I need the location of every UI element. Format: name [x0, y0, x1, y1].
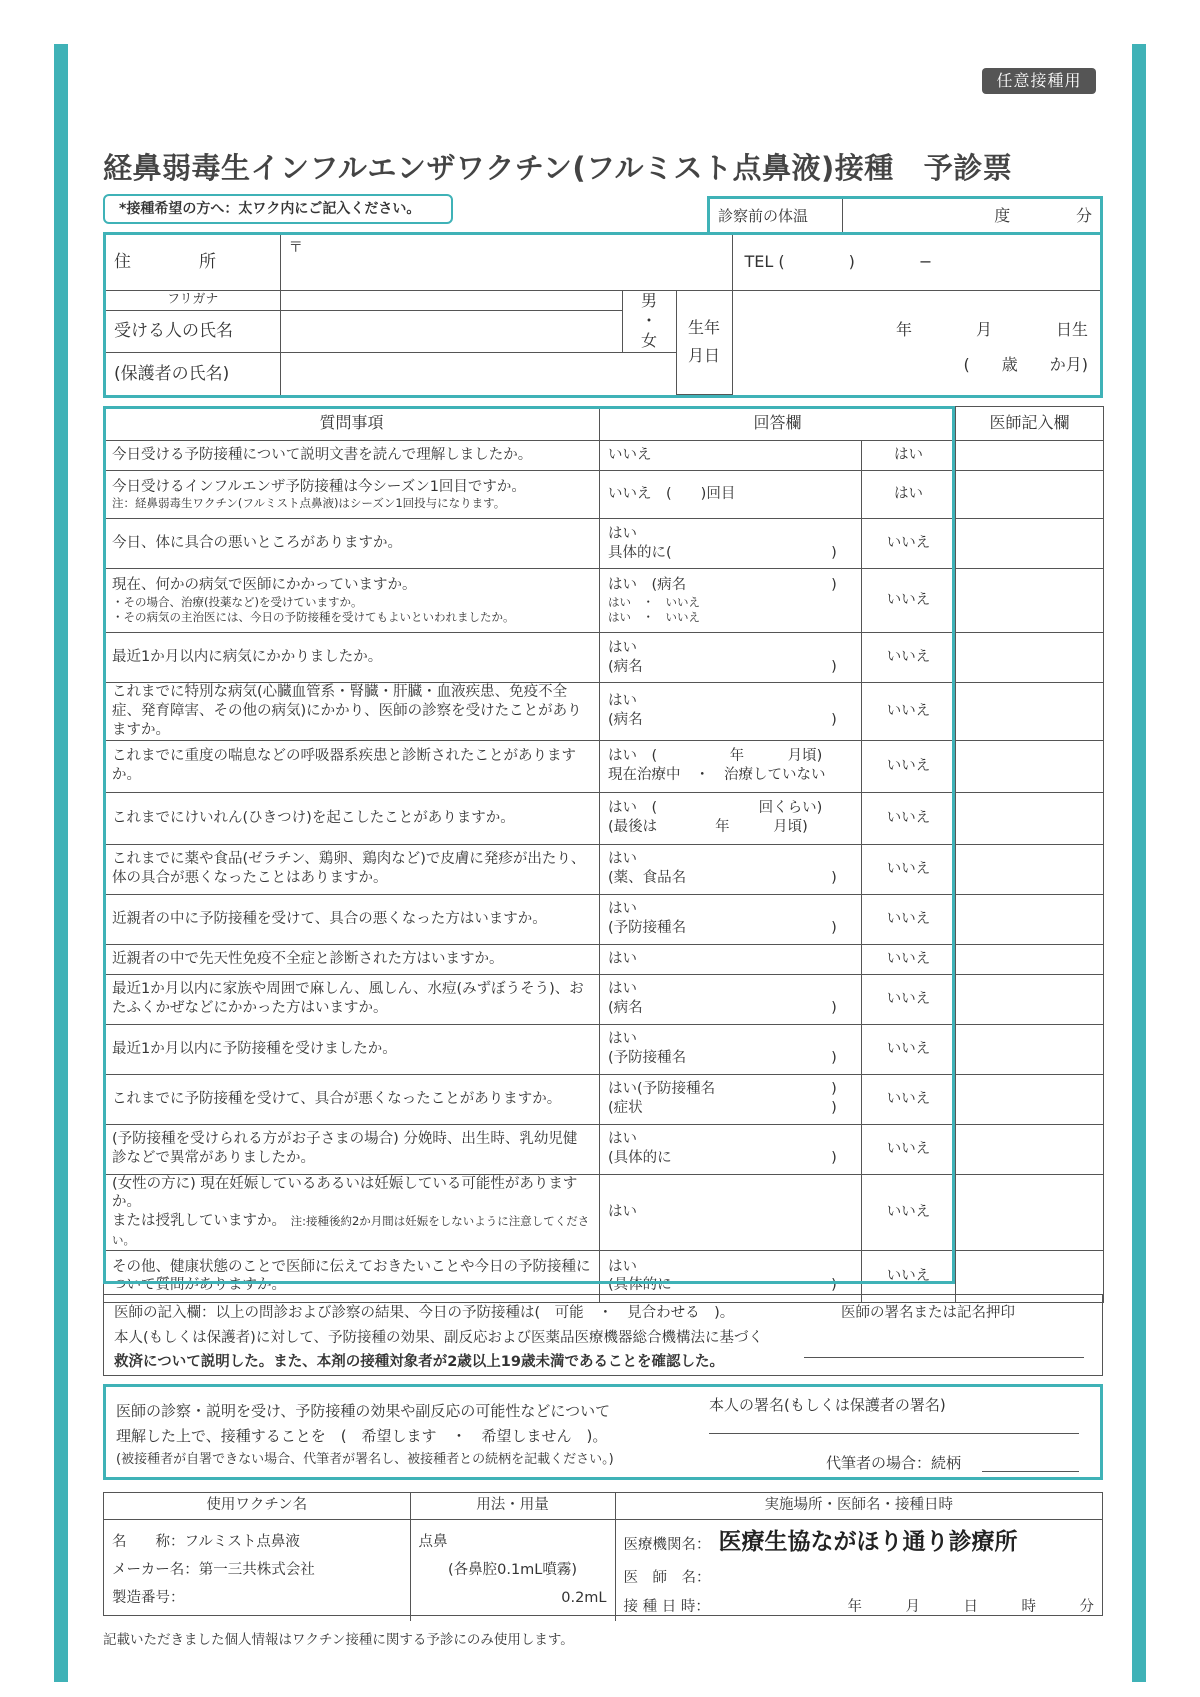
cell-text: (予防接種名 ): [608, 1050, 837, 1067]
cell-text: はい: [608, 639, 637, 656]
question-text: [104, 844, 600, 894]
cell-text: はい ・ いいえ: [608, 609, 700, 624]
doctor-note-cell[interactable]: [956, 683, 1104, 741]
doctor-note-cell[interactable]: [956, 894, 1104, 944]
vaccine-maker: メーカー名：第一三共株式会社: [112, 1562, 315, 1579]
header-answers: 回答欄: [600, 407, 956, 441]
answer-option-1[interactable]: [600, 740, 862, 792]
sex-male[interactable]: 男: [640, 291, 657, 311]
doctor-note-cell[interactable]: [956, 633, 1104, 683]
proxy-label: 代筆者の場合：続柄: [826, 1454, 962, 1472]
answer-option-2[interactable]: いいえ: [862, 740, 956, 792]
cell-text: はい ( 年 月頃): [608, 748, 823, 765]
cell-text: これまでに薬や食品(ゼラチン、鶏卵、鶏肉など)で皮膚に発疹が出たり、体の具合が悪くなったことはありますか。: [112, 851, 586, 887]
question-text: [104, 894, 600, 944]
cell-text: 今日受けるインフルエンザ予防接種は今シーズン1回目ですか。: [112, 478, 526, 495]
temperature-minute[interactable]: 分: [1075, 206, 1092, 226]
cell-text: 今日、体に具合の悪いところがありますか。: [112, 535, 402, 552]
answer-option-1[interactable]: [600, 519, 862, 569]
question-text: [104, 1124, 600, 1174]
answer-option-2[interactable]: いいえ: [862, 792, 956, 844]
question-text: [104, 944, 600, 974]
name-label: 受ける人の氏名: [106, 310, 280, 352]
usage-method: 点鼻: [418, 1533, 448, 1550]
doctor-line1: 医師の記入欄：以上の問診および診察の結果、今日の予防接種は( 可能 ・ 見合わせる )。: [114, 1305, 735, 1321]
guardian-label: (保護者の氏名): [106, 352, 280, 394]
answer-option-1[interactable]: [600, 441, 862, 471]
cell-text: これまでにけいれん(ひきつけ)を起こしたことがありますか。: [112, 809, 515, 826]
answer-option-1[interactable]: [600, 844, 862, 894]
answer-option-2[interactable]: いいえ: [862, 894, 956, 944]
answer-option-2[interactable]: はい: [862, 441, 956, 471]
consent-line2: 理解した上で、接種することを ( 希望します ・ 希望しません )。: [116, 1426, 608, 1445]
personal-info-box: [103, 232, 1103, 398]
doctor-note-cell[interactable]: [956, 569, 1104, 633]
vaccine-lot[interactable]: 製造番号：: [112, 1590, 185, 1607]
doctor-box: [103, 1294, 1103, 1376]
cell-text: 近親者の中で先天性免疫不全症と診断された方はいますか。: [112, 950, 504, 967]
question-text: [104, 1074, 600, 1124]
usage-total: 0.2mL: [561, 1590, 607, 1607]
doctor-note-cell[interactable]: [956, 974, 1104, 1024]
title-sub: 予診票: [923, 151, 1013, 185]
cell-text: [112, 1212, 591, 1250]
question-row: [104, 1124, 1104, 1174]
vaccine-box: [103, 1492, 1103, 1616]
cell-text: 具体的に( ): [608, 544, 837, 561]
question-row: [104, 633, 1104, 683]
cell-text: (症状 ): [608, 1100, 837, 1117]
question-row: [104, 1174, 1104, 1250]
tel-field[interactable]: TEL ( ) −: [732, 235, 1100, 290]
cell-text: はい: [608, 1031, 637, 1048]
answer-option-2[interactable]: いいえ: [862, 844, 956, 894]
age-value: ( 歳 か月): [963, 354, 1088, 374]
doctor-note-cell[interactable]: [956, 1124, 1104, 1174]
cell-text: 現在、何かの病気で医師にかかっていますか。: [112, 577, 417, 594]
cell-text: 近親者の中に予防接種を受けて、具合の悪くなった方はいますか。: [112, 910, 547, 927]
question-row: [104, 974, 1104, 1024]
question-text: [104, 792, 600, 844]
cell-text: いいえ ( )回目: [608, 486, 736, 503]
question-row: [104, 944, 1104, 974]
cell-text: 注：経鼻弱毒生ワクチン(フルミスト点鼻液)はシーズン1回投与になります。: [112, 496, 506, 511]
answer-option-2[interactable]: いいえ: [862, 944, 956, 974]
answer-option-2[interactable]: いいえ: [862, 1174, 956, 1250]
consent-box: [103, 1384, 1103, 1480]
cell-text: 注:接種後約2か月間は妊娠をしないように注意してください。: [112, 1214, 590, 1248]
dob-label: 生年月日: [676, 290, 732, 394]
answer-option-1[interactable]: [600, 894, 862, 944]
answer-option-2[interactable]: いいえ: [862, 633, 956, 683]
doctor-note-cell[interactable]: [956, 1074, 1104, 1124]
answer-option-1[interactable]: [600, 974, 862, 1024]
answer-option-2[interactable]: いいえ: [862, 1250, 956, 1302]
questions-section: [103, 406, 1103, 1303]
cell-text: または授乳していますか。: [112, 1213, 286, 1230]
question-row: [104, 441, 1104, 471]
cell-text: ・その場合、治療(投薬など)を受けていますか。: [112, 594, 363, 609]
answer-option-1[interactable]: [600, 569, 862, 633]
header-questions: 質問事項: [104, 407, 600, 441]
answer-option-2[interactable]: いいえ: [862, 974, 956, 1024]
vaccine-header-usage: 用法・用量: [410, 1493, 615, 1519]
doctor-note-cell[interactable]: [956, 519, 1104, 569]
address-field[interactable]: [280, 235, 732, 290]
proxy-relation-line[interactable]: [982, 1471, 1079, 1472]
cell-text: これまでに重度の喘息などの呼吸器系疾患と診断されたことがありますか。: [112, 748, 576, 784]
cell-text: 最近1か月以内に家族や周囲で麻しん、風しん、水痘(みずぼうそう)、おたふくかぜなどにかかった方はいますか。: [112, 981, 584, 1017]
furigana-label: フリガナ: [106, 290, 280, 310]
institution-label: 医療機関名：: [623, 1536, 711, 1553]
doctor-note-cell[interactable]: [956, 471, 1104, 519]
temperature-label: 診察前の体温: [710, 199, 842, 234]
cell-text: (最後は 年 月頃): [608, 819, 808, 836]
question-text: [104, 683, 600, 741]
cell-text: 今日受ける予防接種について説明文書を読んで理解しましたか。: [112, 447, 533, 464]
answer-option-1[interactable]: [600, 683, 862, 741]
title-main: 経鼻弱毒生インフルエンザワクチン(フルミスト点鼻液)接種: [103, 151, 894, 185]
cell-text: はい(予防接種名 ): [608, 1081, 837, 1098]
cell-text: ・その病気の主治医には、今日の予防接種を受けてもよいといわれましたか。: [112, 609, 515, 624]
dob-value: 年 月 日生: [895, 319, 1088, 339]
cell-text: (病名 ): [608, 712, 837, 729]
answer-option-2[interactable]: いいえ: [862, 1074, 956, 1124]
question-text: [104, 441, 600, 471]
vaccine-name: 名 称：フルミスト点鼻液: [112, 1533, 300, 1550]
cell-text: はい: [608, 901, 637, 918]
cell-text: 最近1か月以内に予防接種を受けましたか。: [112, 1040, 397, 1057]
question-text: [104, 519, 600, 569]
vaccine-header-place: 実施場所・医師名・接種日時: [615, 1493, 1102, 1519]
footer-note: 記載いただきました個人情報はワクチン接種に関する予診にのみ使用します。: [103, 1632, 574, 1648]
question-row: [104, 894, 1104, 944]
consent-line3: (被接種者が自署できない場合、代筆者が署名し、被接種者との続柄を記載ください。): [116, 1451, 614, 1467]
doctor-note-cell[interactable]: [956, 740, 1104, 792]
answer-option-2[interactable]: いいえ: [862, 569, 956, 633]
question-row: [104, 471, 1104, 519]
address-label: 住 所: [106, 235, 280, 290]
date-label: 接 種 日 時：: [623, 1598, 710, 1615]
answer-option-1[interactable]: [600, 944, 862, 974]
usage-dose: (各鼻腔0.1mL噴霧): [447, 1562, 578, 1579]
answer-option-2[interactable]: はい: [862, 471, 956, 519]
institution-value[interactable]: 医療生協ながほり通り診療所: [718, 1527, 1018, 1555]
doctor-line2: 本人(もしくは保護者)に対して、予防接種の効果、副反応および医薬品医療機器総合機構法に基づく: [114, 1329, 764, 1346]
answer-option-2[interactable]: いいえ: [862, 1124, 956, 1174]
answer-option-1[interactable]: [600, 471, 862, 519]
vaccine-header-name: 使用ワクチン名: [104, 1493, 410, 1519]
consent-line1: 医師の診察・説明を受け、予防接種の効果や副反応の可能性などについて: [116, 1402, 611, 1420]
instruction-note: *接種希望の方へ：太ワク内にご記入ください。: [103, 194, 453, 224]
question-text: [104, 569, 600, 633]
sex-dot: ・: [640, 311, 657, 331]
header-doctor: 医師記入欄: [956, 407, 1104, 441]
cell-text: (予防接種を受けられる方がお子さまの場合) 分娩時、出生時、乳幼児健診などで異常がありましたか。: [112, 1131, 578, 1167]
question-row: [104, 740, 1104, 792]
cell-text: (女性の方に) 現在妊娠しているあるいは妊娠している可能性がありますか。: [112, 1175, 578, 1211]
cell-text: 現在治療中 ・ 治療していない: [608, 767, 826, 784]
postal-mark: 〒: [288, 240, 303, 256]
temperature-box: [707, 196, 1103, 234]
cell-text: (病名 ): [608, 658, 837, 675]
cell-text: はい: [608, 1203, 637, 1220]
question-text: [104, 740, 600, 792]
cell-text: (予防接種名 ): [608, 920, 837, 937]
cell-text: はい: [608, 851, 637, 868]
cell-text: はい: [608, 950, 637, 967]
question-row: [104, 519, 1104, 569]
cell-text: これまでに予防接種を受けて、具合が悪くなったことがありますか。: [112, 1090, 562, 1107]
voluntary-badge: 任意接種用: [982, 68, 1096, 94]
cell-text: はい (病名 ): [608, 577, 837, 594]
cell-text: (具体的に ): [608, 1150, 837, 1167]
consent-sign-line[interactable]: [709, 1433, 1079, 1434]
cell-text: 最近1か月以内に病気にかかりましたか。: [112, 649, 383, 666]
answer-option-1[interactable]: [600, 1174, 862, 1250]
answer-option-1[interactable]: [600, 633, 862, 683]
question-text: [104, 1174, 600, 1250]
doctor-note-cell[interactable]: [956, 1024, 1104, 1074]
cell-text: はい: [608, 981, 637, 998]
cell-text: その他、健康状態のことで医師に伝えておきたいことや今日の予防接種について質問がありますか。: [112, 1258, 591, 1294]
answer-option-1[interactable]: [600, 1074, 862, 1124]
guardian-field[interactable]: [280, 352, 676, 394]
question-text: [104, 974, 600, 1024]
doctor-note-cell[interactable]: [956, 944, 1104, 974]
cell-text: これまでに特別な病気(心臓血管系・腎臓・肝臓・血液疾患、免疫不全症、発育障害、その他の病気)にかかり、医師の診察を受けたことがありますか。: [112, 684, 582, 738]
question-row: [104, 1024, 1104, 1074]
left-teal-bar: [54, 44, 68, 1682]
doctor-note-cell[interactable]: [956, 441, 1104, 471]
cell-text: はい: [608, 1258, 637, 1275]
answer-option-2[interactable]: いいえ: [862, 683, 956, 741]
sex-selector[interactable]: [622, 290, 676, 352]
question-text: [104, 1024, 600, 1074]
answer-option-2[interactable]: いいえ: [862, 519, 956, 569]
cell-text: (具体的に ): [608, 1277, 837, 1294]
question-row: [104, 1074, 1104, 1124]
question-row: [104, 683, 1104, 741]
cell-text: はい ・ いいえ: [608, 594, 700, 609]
cell-text: いいえ: [608, 447, 652, 464]
cell-text: はい: [608, 693, 637, 710]
date-value[interactable]: 年 月 日 時 分: [847, 1598, 1094, 1615]
doctor-sign-line[interactable]: [804, 1357, 1084, 1358]
doctor-note-cell[interactable]: [956, 792, 1104, 844]
name-field[interactable]: [280, 310, 622, 352]
question-text: [104, 471, 600, 519]
question-row: [104, 792, 1104, 844]
page-title: [103, 146, 1103, 187]
question-text: [104, 633, 600, 683]
cell-text: はい ( 回くらい): [608, 800, 823, 817]
question-row: [104, 569, 1104, 633]
doctor-sign-label: 医師の署名または記名押印: [841, 1305, 1015, 1321]
question-row: [104, 844, 1104, 894]
doctor-name-label[interactable]: 医 師 名：: [623, 1570, 711, 1587]
cell-text: はい: [608, 1131, 637, 1148]
doctor-line3: 救済について説明した。また、本剤の接種対象者が2歳以上19歳未満であることを確認した。: [114, 1354, 724, 1371]
temperature-degree[interactable]: 度: [994, 206, 1011, 226]
consent-sign-label: 本人の署名(もしくは保護者の署名): [709, 1396, 946, 1414]
answer-option-1[interactable]: [600, 792, 862, 844]
cell-text: (病名 ): [608, 1000, 837, 1017]
doctor-note-cell[interactable]: [956, 844, 1104, 894]
right-teal-bar: [1132, 44, 1146, 1682]
dob-field[interactable]: [732, 290, 1100, 394]
answer-option-1[interactable]: [600, 1124, 862, 1174]
answer-option-2[interactable]: いいえ: [862, 1024, 956, 1074]
cell-text: はい: [608, 525, 637, 542]
doctor-note-cell[interactable]: [956, 1174, 1104, 1250]
cell-text: (薬、食品名 ): [608, 870, 837, 887]
furigana-field[interactable]: [280, 290, 622, 310]
answer-option-1[interactable]: [600, 1024, 862, 1074]
sex-female[interactable]: 女: [640, 331, 657, 351]
